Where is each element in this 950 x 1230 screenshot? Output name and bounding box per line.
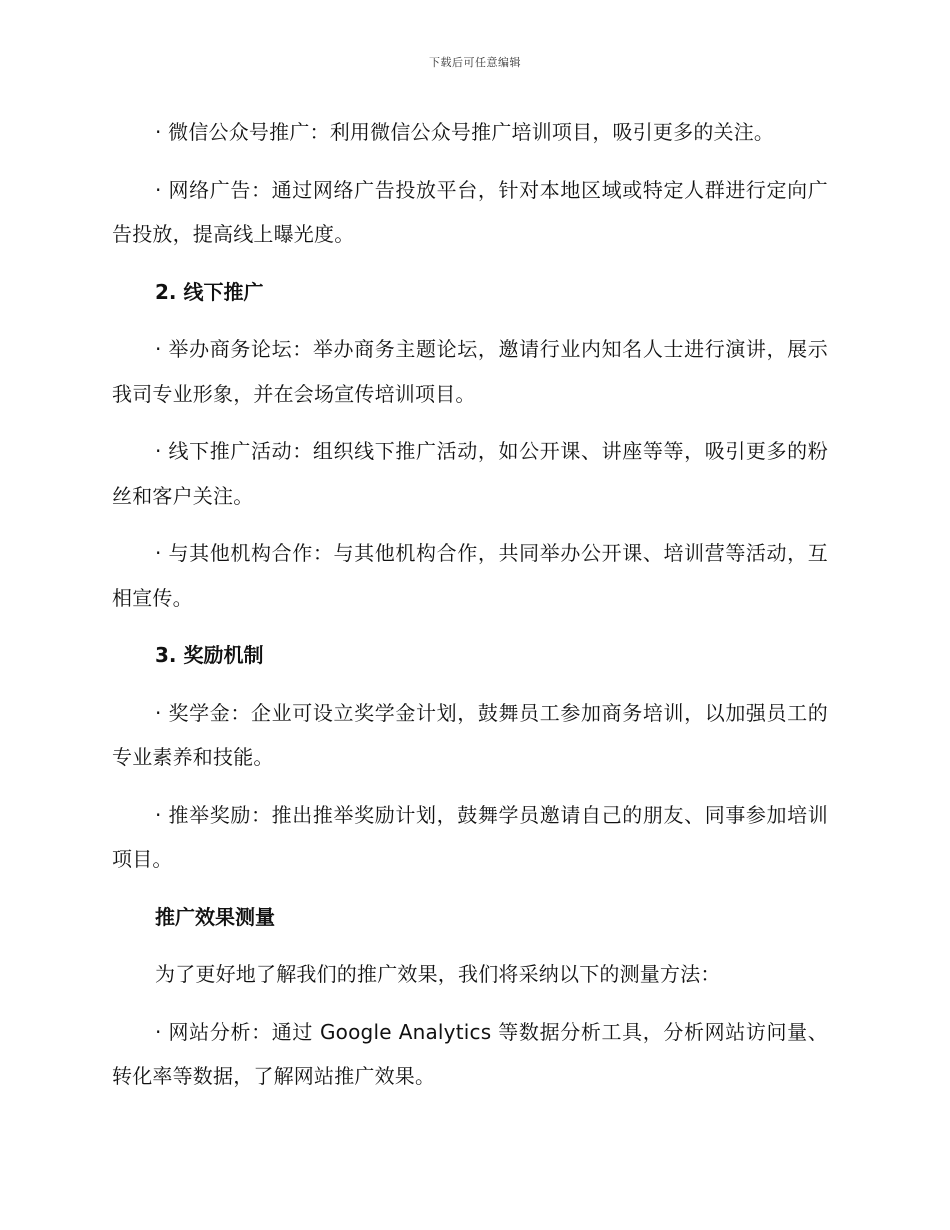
paragraph-gap xyxy=(112,678,828,691)
paragraph-gap xyxy=(112,257,828,270)
paragraph-partnership: · 与其他机构合作：与其他机构合作，共同举办公开课、培训营等活动，互相宣传。 xyxy=(112,541,828,610)
paragraph-measurement-intro: 为了更好地了解我们的推广效果，我们将采纳以下的测量方法： xyxy=(155,962,721,986)
paragraph-gap xyxy=(112,939,828,952)
paragraph-gap xyxy=(112,780,828,793)
section-heading-rewards: 3. 奖励机制 xyxy=(155,643,264,667)
paragraph-website-analytics: · 网站分析：通过 Google Analytics 等数据分析工具，分析网站访问量、转化率等数据，了解网站推广效果。 xyxy=(112,1019,828,1088)
page-header: 下载后可任意编辑 xyxy=(429,56,521,69)
section-heading-measurement: 推广效果测量 xyxy=(155,904,275,929)
paragraph-gap xyxy=(112,314,828,327)
paragraph-gap xyxy=(112,997,828,1010)
paragraph-offline-events: · 线下推广活动：组织线下推广活动，如公开课、讲座等等，吸引更多的粉丝和客户关注。 xyxy=(112,439,828,508)
section-heading-offline: 2. 线下推广 xyxy=(155,279,264,304)
paragraph-wechat-promotion: · 微信公众号推广：利用微信公众号推广培训项目，吸引更多的关注。 xyxy=(155,120,775,144)
paragraph-online-ads: · 网络广告：通过网络广告投放平台，针对本地区域或特定人群进行定向广告投放，提高线上曝光度。 xyxy=(112,177,828,246)
document-body xyxy=(112,110,828,1099)
paragraph-gap xyxy=(112,620,828,633)
paragraph-gap xyxy=(112,416,828,429)
paragraph-business-forum: · 举办商务论坛：举办商务主题论坛，邀请行业内知名人士进行演讲，展示我司专业形象，并在会场宣传培训项目。 xyxy=(112,337,828,406)
paragraph-gap xyxy=(112,882,828,895)
paragraph-referral-reward: · 推举奖励：推出推举奖励计划，鼓舞学员邀请自己的朋友、同事参加培训项目。 xyxy=(112,802,828,871)
paragraph-gap xyxy=(112,155,828,168)
paragraph-gap xyxy=(112,518,828,531)
paragraph-scholarship: · 奖学金：企业可设立奖学金计划，鼓舞员工参加商务培训，以加强员工的专业素养和技能。 xyxy=(112,700,828,769)
